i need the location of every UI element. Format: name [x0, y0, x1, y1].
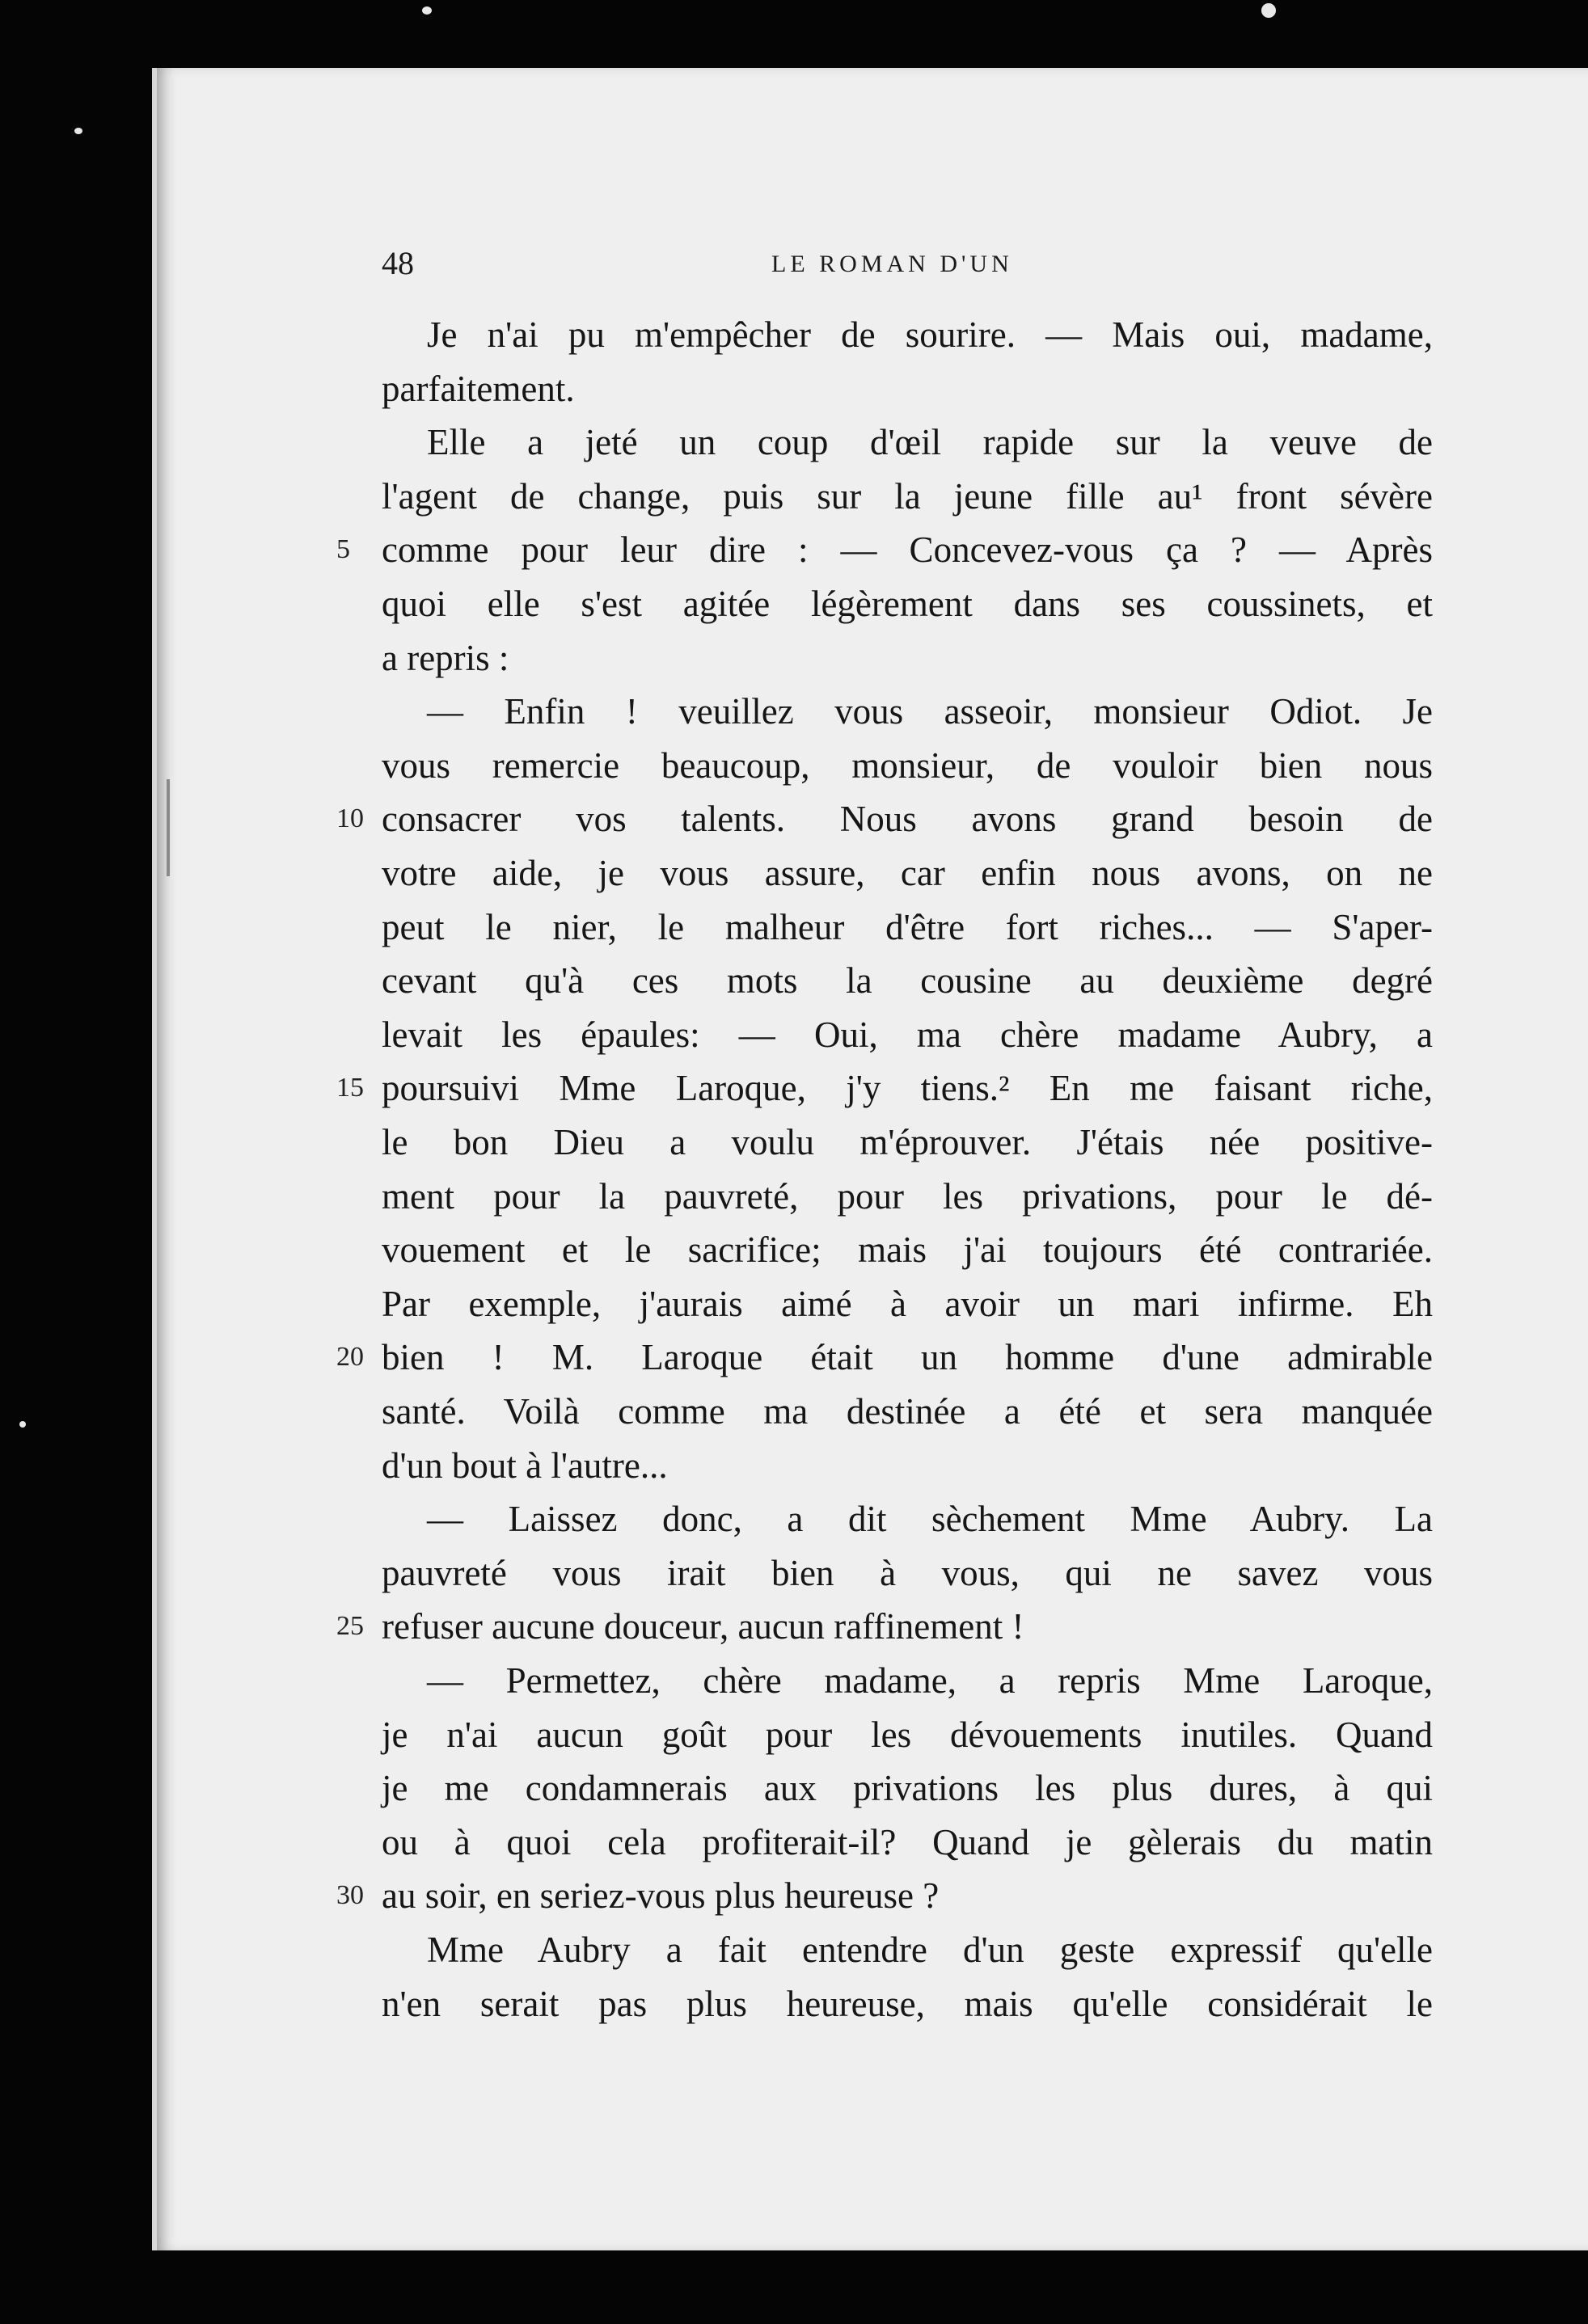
text-line: santé. Voilà comme ma destinée a été et sera manquée — [382, 1391, 1433, 1432]
text-line: n'en serait pas plus heureuse, mais qu'elle considérait le — [382, 1983, 1433, 2024]
text-line: votre aide, je vous assure, car enfin nous avons, on ne — [382, 853, 1433, 893]
line-number: 5 — [336, 534, 350, 565]
book-page — [152, 68, 1588, 2250]
running-title: LE ROMAN D'UN — [771, 251, 1013, 277]
text-line: comme pour leur dire : — Concevez-vous ça ? — Après — [382, 529, 1433, 571]
text-line: peut le nier, le malheur d'être fort riches... — S'aper- — [382, 906, 1433, 947]
text-line: d'un bout à l'autre... — [382, 1445, 668, 1486]
text-line: bien ! M. Laroque était un homme d'une admirable — [382, 1337, 1433, 1378]
text-line: a repris : — [382, 637, 509, 678]
line-number: 25 — [336, 1611, 364, 1642]
gutter-mark — [167, 779, 170, 876]
text-line: parfaitement. — [382, 368, 575, 409]
text-line: — Laissez donc, a dit sèchement Mme Aubry. La — [427, 1499, 1433, 1540]
text-line: vous remercie beaucoup, monsieur, de vouloir bien nous — [382, 744, 1433, 786]
text-line: cevant qu'à ces mots la cousine au deuxième degré — [382, 960, 1433, 1002]
text-line: refuser aucune douceur, aucun raffinement ! — [382, 1606, 1024, 1647]
text-line: au soir, en seriez-vous plus heureuse ? — [382, 1875, 940, 1917]
text-line: levait les épaules: — Oui, ma chère madame Aubry, a — [382, 1014, 1433, 1055]
text-line: poursuivi Mme Laroque, j'y tiens.² En me faisant riche, — [382, 1068, 1433, 1109]
text-line: Par exemple, j'aurais aimé à avoir un mari infirme. Eh — [382, 1283, 1433, 1324]
text-line: l'agent de change, puis sur la jeune fille au¹ front sévère — [382, 475, 1433, 517]
dust-speck — [422, 6, 432, 15]
line-number: 15 — [336, 1073, 364, 1103]
running-head — [157, 244, 1588, 293]
text-line: je n'ai aucun goût pour les dévouements inutiles. Quand — [382, 1714, 1433, 1755]
page-content — [157, 68, 1588, 2250]
text-line: ou à quoi cela profiterait-il? Quand je gèlerais du matin — [382, 1821, 1433, 1862]
text-line: Je n'ai pu m'empêcher de sourire. — Mais oui, madame, — [427, 314, 1433, 355]
text-line: — Enfin ! veuillez vous asseoir, monsieur Odiot. Je — [427, 691, 1433, 732]
text-line: — Permettez, chère madame, a repris Mme Laroque, — [427, 1660, 1433, 1701]
text-line: le bon Dieu a voulu m'éprouver. J'étais née positive- — [382, 1122, 1433, 1162]
line-number: 10 — [336, 803, 364, 834]
text-line: pauvreté vous irait bien à vous, qui ne savez vous — [382, 1552, 1433, 1593]
line-number: 30 — [336, 1880, 364, 1911]
dust-speck — [74, 128, 82, 134]
dust-speck — [19, 1421, 26, 1428]
text-line: Mme Aubry a fait entendre d'un geste expressif qu'elle — [427, 1930, 1433, 1970]
text-line: quoi elle s'est agitée légèrement dans ses coussinets, et — [382, 584, 1433, 624]
text-line: consacrer vos talents. Nous avons grand besoin de — [382, 799, 1433, 840]
page-number: 48 — [382, 245, 414, 281]
text-line: vouement et le sacrifice; mais j'ai toujours été contrariée. — [382, 1229, 1433, 1271]
text-line: Elle a jeté un coup d'œil rapide sur la veuve de — [427, 422, 1433, 463]
text-line: ment pour la pauvreté, pour les privations, pour le dé- — [382, 1175, 1433, 1217]
text-line: je me condamnerais aux privations les plus dures, à qui — [382, 1768, 1433, 1809]
line-number: 20 — [336, 1342, 364, 1373]
dust-speck — [1261, 3, 1276, 18]
